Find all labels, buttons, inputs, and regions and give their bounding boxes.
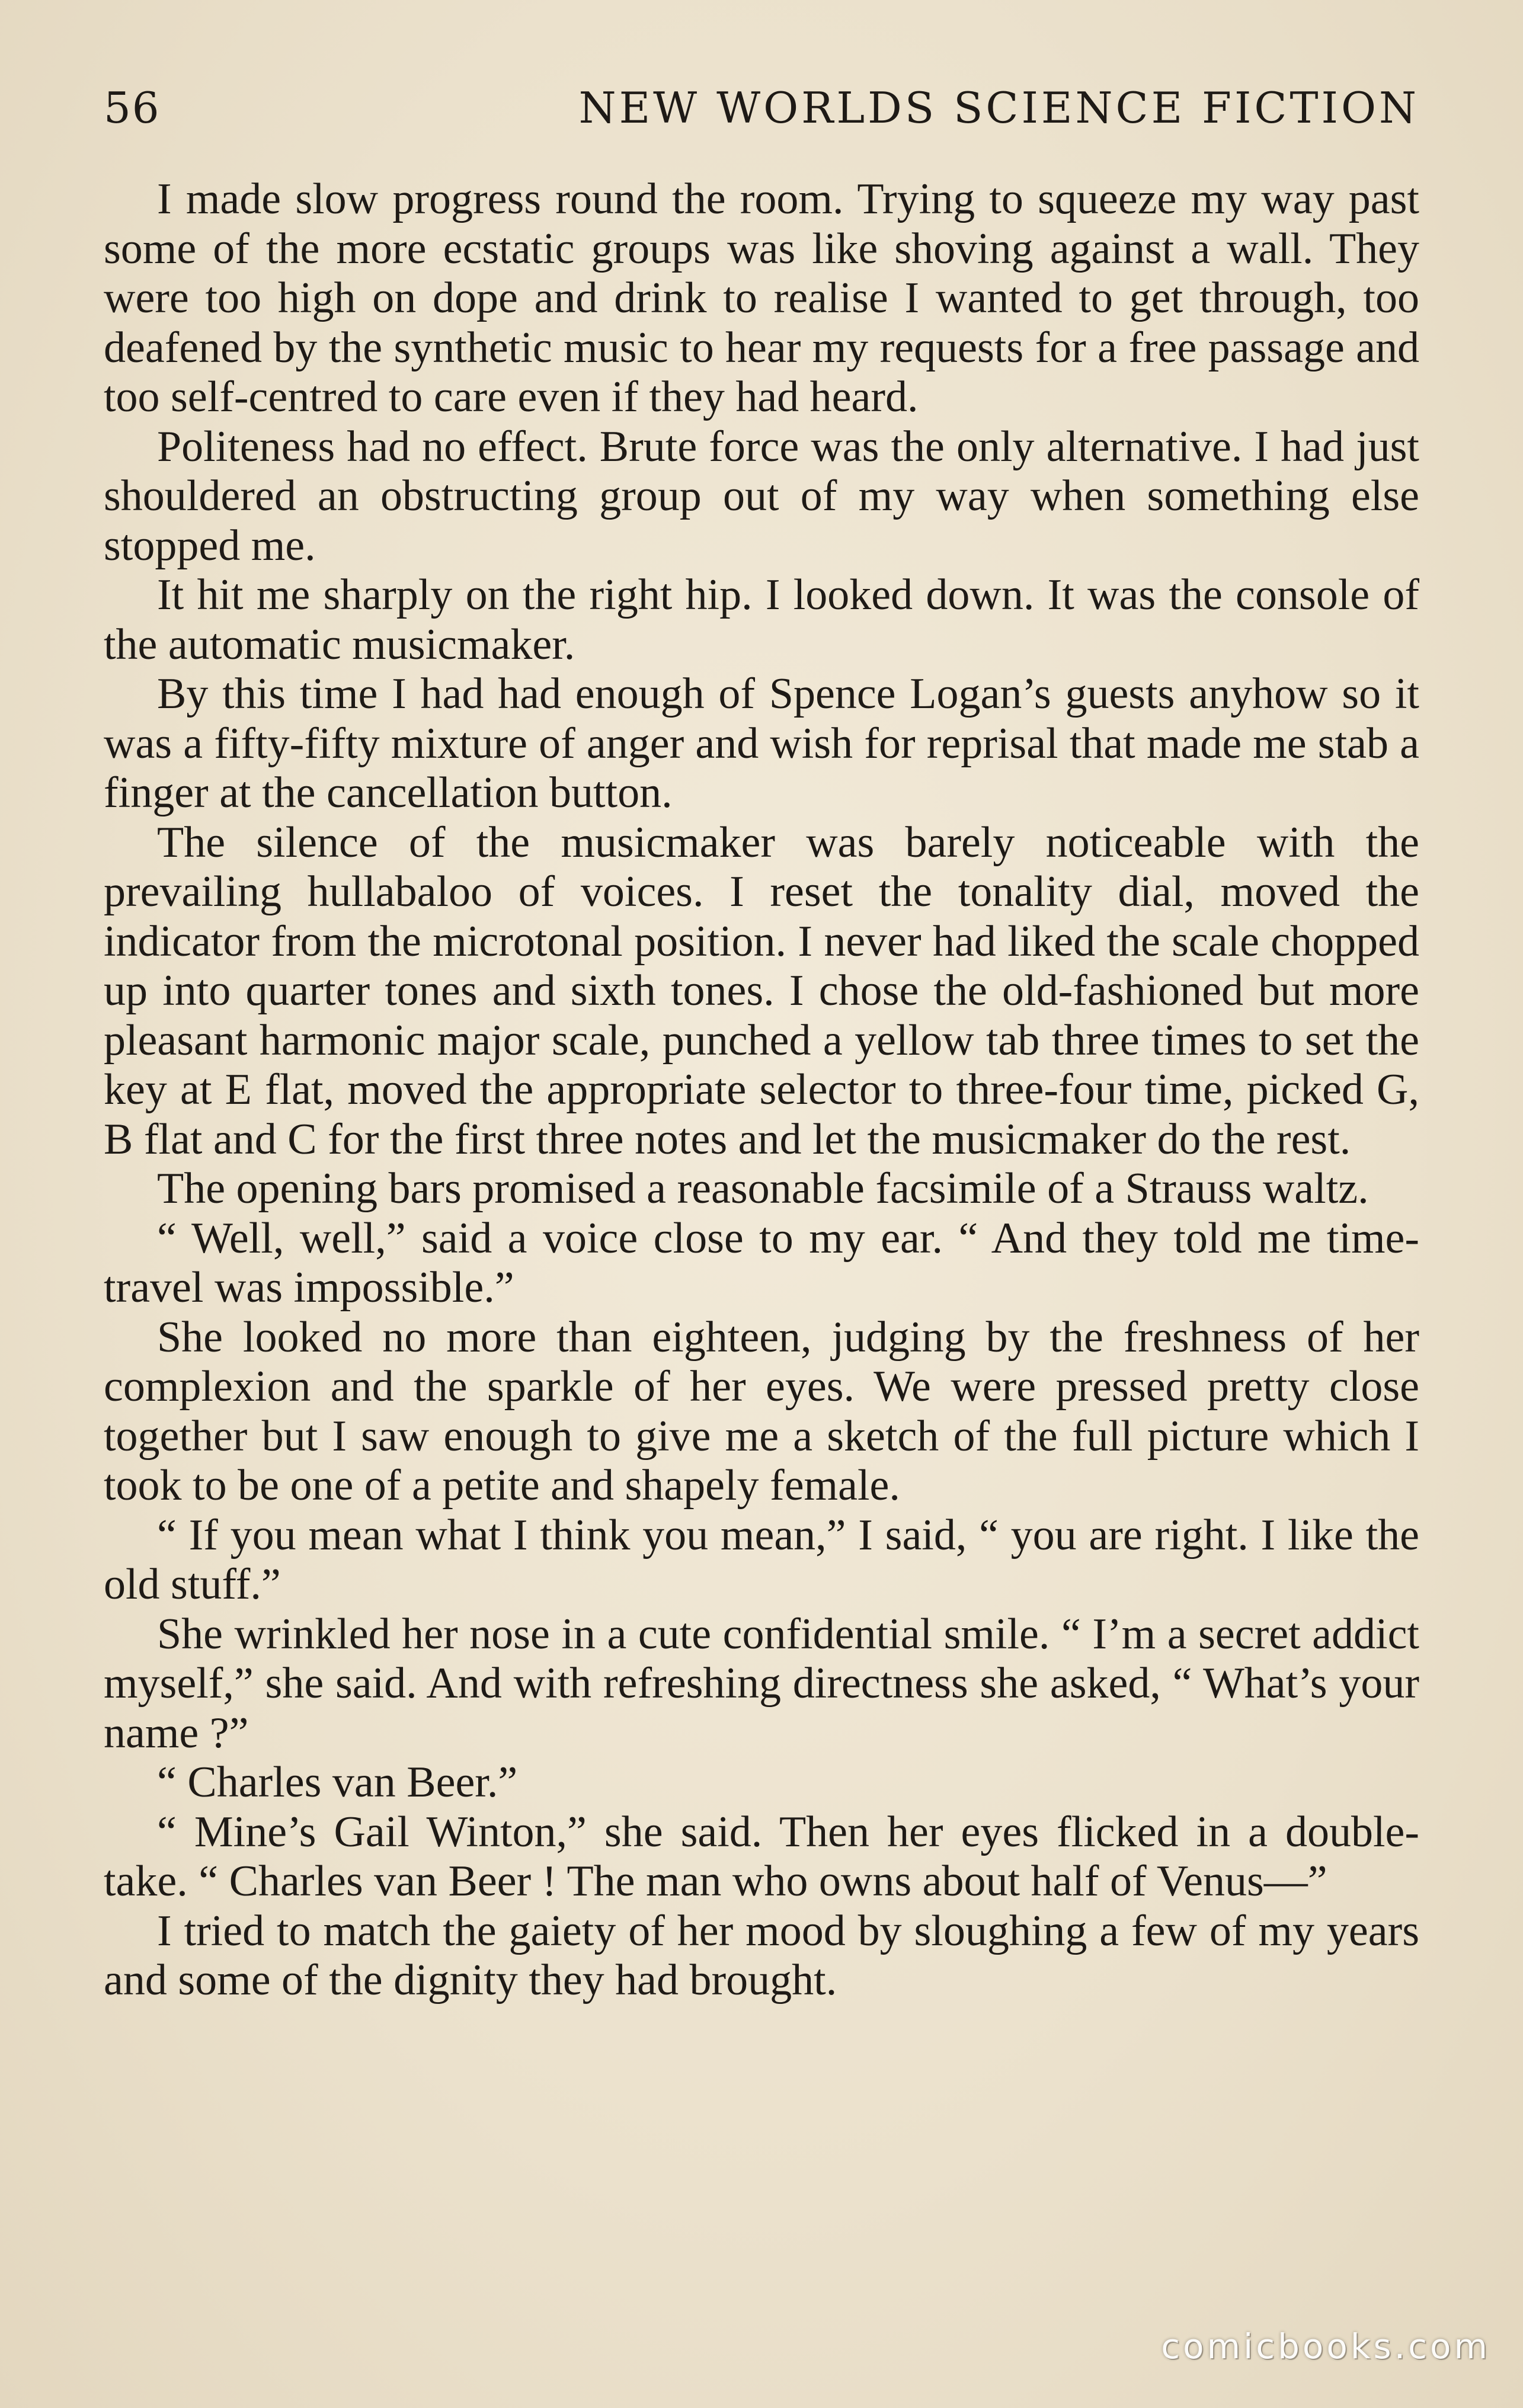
paragraph: The silence of the musicmaker was barely noticeable with the prevailing hullabaloo of voices. I reset the tonality dial, moved the indicator from the microtonal position. I never had liked the scale chopped up into quarter tones and sixth tones. I chose the old-fashioned but more pleasant harmonic major scale, punched a yellow tab three times to set the key at E flat, moved the appropriate selector to three-four time, picked G, B flat and C for the first three notes and let the musicmaker do the rest. <box>104 818 1419 1164</box>
paragraph: She looked no more than eighteen, judging by the freshness of her complexion and the sparkle of her eyes. We were pressed pretty close together but I saw enough to give me a sketch of the full picture which I took to be one of a petite and shapely female. <box>104 1312 1419 1510</box>
watermark: comicbooks.com <box>1161 2326 1490 2367</box>
page-header <box>104 78 1419 137</box>
paragraph: I tried to match the gaiety of her mood by sloughing a few of my years and some of the dignity they had brought. <box>104 1906 1419 2004</box>
paragraph: “ Charles van Beer.” <box>157 1758 518 1807</box>
page-number: 56 <box>104 83 161 133</box>
paragraph: “ If you mean what I think you mean,” I said, “ you are right. I like the old stuff.” <box>104 1510 1419 1609</box>
paragraph: She wrinkled her nose in a cute confidential smile. “ I’m a secret addict myself,” she said. And with refreshing directness she asked, “ What’s your name ?” <box>104 1609 1419 1757</box>
paragraph: I made slow progress round the room. Trying to squeeze my way past some of the more ecstatic groups was like shoving against a wall. They were too high on dope and drink to realise I wanted to get through, too deafened by the synthetic music to hear my requests for a free passage and too self-centred to care even if they had heard. <box>104 175 1419 421</box>
paragraph: “ Well, well,” said a voice close to my ear. “ And they told me time-travel was impossible.” <box>104 1213 1419 1312</box>
paragraph: Politeness had no effect. Brute force was the only alternative. I had just shouldered an obstructing group out of my way when something else stopped me. <box>104 422 1419 570</box>
paragraph: “ Mine’s Gail Winton,” she said. Then her eyes flicked in a double-take. “ Charles van Beer ! The man who owns about half of Venus—” <box>104 1807 1419 1906</box>
running-head: NEW WORLDS SCIENCE FICTION <box>578 83 1419 133</box>
paragraph: By this time I had had enough of Spence Logan’s guests anyhow so it was a fifty-fifty mixture of anger and wish for reprisal that made me stab a finger at the cancellation button. <box>104 670 1419 817</box>
paragraph: The opening bars promised a reasonable facsimile of a Strauss waltz. <box>157 1164 1369 1213</box>
paragraph: It hit me sharply on the right hip. I looked down. It was the console of the automatic musicmaker. <box>104 571 1419 669</box>
story-text <box>104 175 1419 2006</box>
